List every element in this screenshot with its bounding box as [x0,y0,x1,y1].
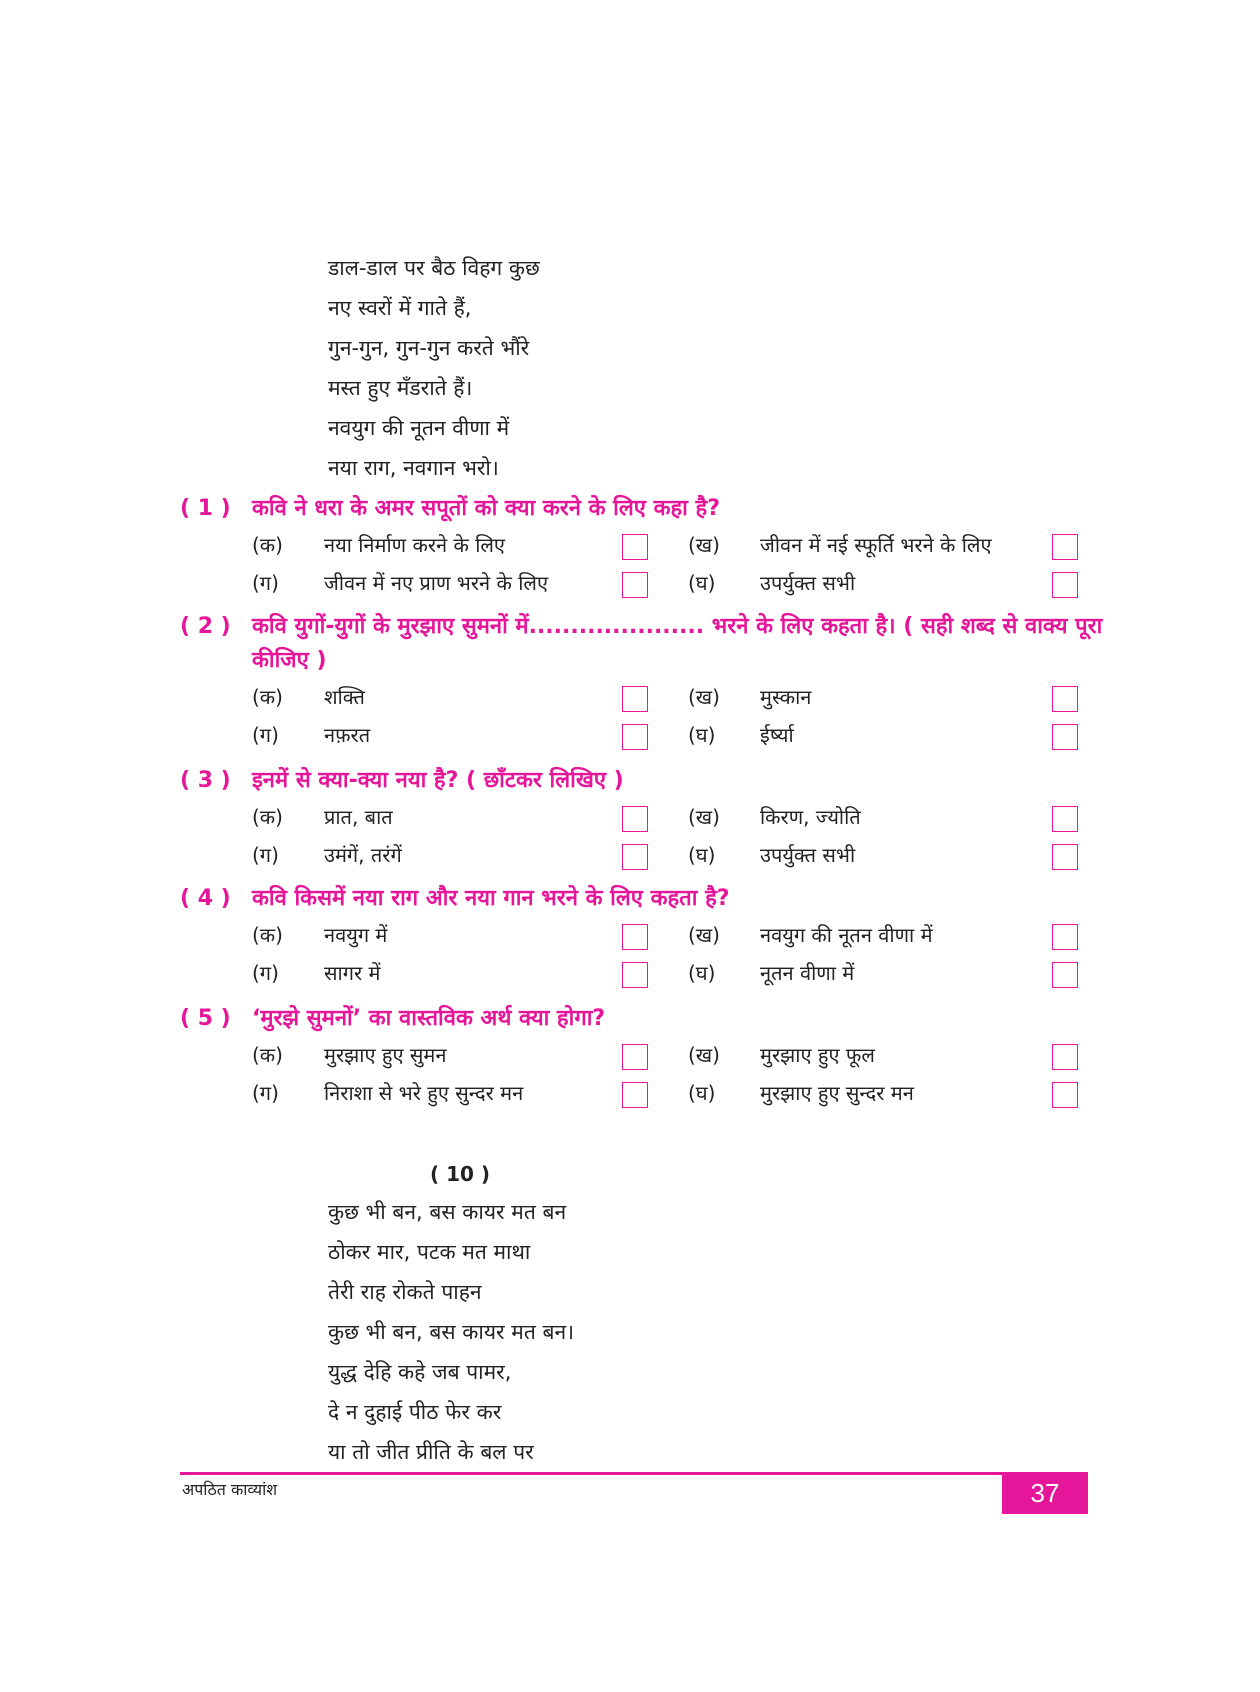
option-row [180,836,1110,874]
answer-checkbox[interactable] [622,924,648,950]
question-heading [180,882,1110,916]
option-text: नवयुग में [324,923,388,947]
answer-checkbox[interactable] [1052,534,1078,560]
poem-line: दे न दुहाई पीठ फेर कर [328,1400,502,1424]
question-number: ( 3 ) [180,768,231,793]
poem-line: नया राग, नवगान भरो। [328,456,499,480]
question-heading [180,764,1110,798]
option-row [180,678,1110,716]
option-key: (क) [252,805,283,829]
question-5 [180,1002,1110,1112]
footer-section-title: अपठित काव्यांश [182,1480,278,1499]
poem-line: नवयुग की नूतन वीणा में [328,416,510,440]
question-heading [180,1002,1110,1036]
question-text: ‘मुरझे सुमनों’ का वास्तविक अर्थ क्या होगा? [252,1006,606,1031]
option-key: (ख) [688,805,720,829]
answer-checkbox[interactable] [1052,924,1078,950]
answer-checkbox[interactable] [1052,724,1078,750]
answer-checkbox[interactable] [622,534,648,560]
option-text: मुरझाए हुए फूल [760,1043,875,1067]
poem-line: नए स्वरों में गाते हैं, [328,296,472,320]
question-2 [180,610,1110,754]
option-key: (क) [252,685,283,709]
option-key: (ग) [252,843,279,867]
option-row [180,1074,1110,1112]
answer-checkbox[interactable] [622,572,648,598]
answer-checkbox[interactable] [1052,686,1078,712]
option-key: (क) [252,533,283,557]
passage-number: ( 10 ) [430,1162,491,1186]
option-row [180,798,1110,836]
poem-line: ठोकर मार, पटक मत माथा [328,1240,531,1264]
option-key: (ख) [688,685,720,709]
option-key: (ग) [252,723,279,747]
poem-line: मस्त हुए मँडराते हैं। [328,376,473,400]
answer-checkbox[interactable] [1052,844,1078,870]
option-row [180,916,1110,954]
poem-stanza-1 [328,248,540,488]
option-text: ईर्ष्या [760,723,794,747]
answer-checkbox[interactable] [622,686,648,712]
answer-checkbox[interactable] [622,806,648,832]
poem-line: डाल-डाल पर बैठ विहग कुछ [328,256,540,280]
answer-checkbox[interactable] [622,844,648,870]
option-text: उपर्युक्त सभी [760,571,856,595]
question-text: कवि किसमें नया राग और नया गान भरने के लिए कहता है? [252,886,730,911]
option-text: मुस्कान [760,685,812,709]
answer-checkbox[interactable] [622,1044,648,1070]
question-heading [180,492,1110,526]
option-text: नूतन वीणा में [760,961,855,985]
question-text: कवि ने धरा के अमर सपूतों को क्या करने के लिए कहा है? [252,496,720,521]
option-text: नफ़रत [324,723,371,747]
option-key: (ग) [252,961,279,985]
question-3 [180,764,1110,874]
answer-checkbox[interactable] [1052,1082,1078,1108]
question-heading [180,610,1110,678]
option-text: निराशा से भरे हुए सुन्दर मन [324,1081,524,1105]
answer-checkbox[interactable] [1052,806,1078,832]
option-row [180,716,1110,754]
option-key: (घ) [688,843,716,867]
option-key: (घ) [688,961,716,985]
option-text: नवयुग की नूतन वीणा में [760,923,933,947]
question-text: इनमें से क्या-क्या नया है? ( छाँटकर लिखिए ) [252,768,624,793]
option-text: मुरझाए हुए सुन्दर मन [760,1081,914,1105]
question-1 [180,492,1110,602]
question-4 [180,882,1110,992]
page-number: 37 [1002,1472,1088,1514]
question-number: ( 1 ) [180,496,231,521]
question-text: कवि युगों-युगों के मुरझाए सुमनों में..................... भरने के लिए कहता है। ( सही शब्द से वाक्य पूरा कीजिए ) [252,614,1103,673]
answer-checkbox[interactable] [622,962,648,988]
option-key: (ग) [252,571,279,595]
poem-stanza-2 [328,1192,574,1472]
answer-checkbox[interactable] [622,724,648,750]
option-text: जीवन में नए प्राण भरने के लिए [324,571,549,595]
option-key: (घ) [688,1081,716,1105]
poem-line: कुछ भी बन, बस कायर मत बन। [328,1320,575,1344]
option-key: (ख) [688,923,720,947]
answer-checkbox[interactable] [1052,1044,1078,1070]
poem-line: या तो जीत प्रीति के बल पर [328,1440,534,1464]
option-key: (ग) [252,1081,279,1105]
option-key: (क) [252,1043,283,1067]
option-text: सागर में [324,961,381,985]
option-text: नया निर्माण करने के लिए [324,533,505,557]
option-text: उमंगें, तरंगें [324,843,402,867]
question-number: ( 2 ) [180,614,231,639]
option-row [180,564,1110,602]
option-row [180,1036,1110,1074]
question-number: ( 4 ) [180,886,231,911]
footer-rule [180,1472,1088,1475]
option-key: (ख) [688,533,720,557]
answer-checkbox[interactable] [622,1082,648,1108]
answer-checkbox[interactable] [1052,572,1078,598]
option-text: किरण, ज्योति [760,805,861,829]
question-number: ( 5 ) [180,1006,231,1031]
option-row [180,526,1110,564]
option-text: प्रात, बात [324,805,393,829]
poem-line: कुछ भी बन, बस कायर मत बन [328,1200,567,1224]
option-text: जीवन में नई स्फूर्ति भरने के लिए [760,533,992,557]
poem-line: युद्ध देहि कहे जब पामर, [328,1360,512,1384]
poem-line: गुन-गुन, गुन-गुन करते भौंरे [328,336,530,360]
option-text: उपर्युक्त सभी [760,843,856,867]
option-row [180,954,1110,992]
poem-line: तेरी राह रोकते पाहन [328,1280,482,1304]
option-key: (घ) [688,571,716,595]
option-key: (क) [252,923,283,947]
option-text: मुरझाए हुए सुमन [324,1043,447,1067]
option-key: (ख) [688,1043,720,1067]
answer-checkbox[interactable] [1052,962,1078,988]
option-text: शक्ति [324,685,365,709]
option-key: (घ) [688,723,716,747]
